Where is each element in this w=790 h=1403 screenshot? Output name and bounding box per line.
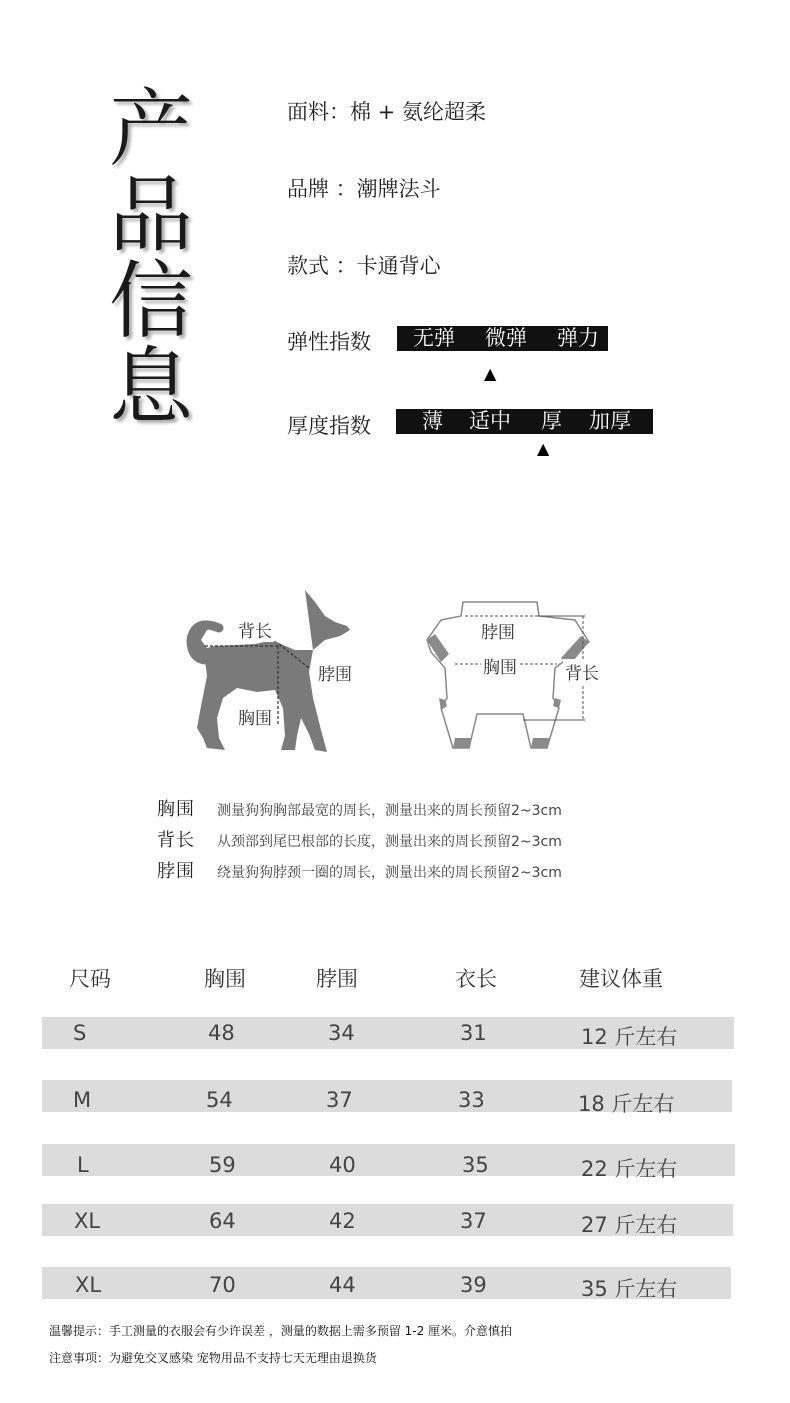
thickness-option: 厚	[541, 409, 562, 433]
neck-cell: 34	[328, 1021, 355, 1045]
vest-back-label: 背长	[563, 659, 601, 684]
vest-chest-label: 胸围	[481, 653, 519, 678]
measure-desc: 从颈部到尾巴根部的长度，测量出来的周长预留2~3cm	[217, 834, 562, 850]
measure-term: 胸围	[157, 799, 195, 820]
weight-cell: 22 斤左右	[581, 1157, 678, 1181]
weight-cell: 35 斤左右	[581, 1277, 678, 1301]
thickness-option: 适中	[469, 409, 511, 433]
chest-cell: 54	[206, 1088, 233, 1112]
measure-desc: 绕量狗狗脖颈一圈的周长，测量出来的周长预留2~3cm	[217, 865, 562, 881]
length-cell: 37	[460, 1209, 487, 1233]
tip-note: 温馨提示：手工测量的衣服会有少许误差 ，测量的数据上需多预留 1-2 厘米。介意慎拍	[49, 1324, 513, 1338]
size-cell: L	[77, 1153, 89, 1177]
length-cell: 35	[462, 1153, 489, 1177]
neck-cell: 37	[326, 1088, 353, 1112]
neck-cell: 42	[329, 1209, 356, 1233]
elasticity-scale	[397, 326, 608, 351]
neck-cell: 44	[329, 1273, 356, 1297]
chest-cell: 48	[208, 1021, 235, 1045]
chest-cell: 59	[209, 1153, 236, 1177]
measure-term: 背长	[157, 830, 195, 851]
thickness-scale	[396, 409, 653, 434]
style-line: 款式 ：卡通背心	[287, 254, 441, 278]
length-header: 衣长	[455, 967, 497, 991]
length-cell: 31	[460, 1021, 487, 1045]
elasticity-option: 微弹	[485, 326, 527, 350]
measure-guide-row	[157, 795, 562, 821]
thickness-option: 加厚	[589, 409, 631, 433]
title-char: 产	[108, 80, 193, 178]
fabric-line: 面料：棉 + 氨纶超柔	[287, 100, 486, 124]
dog-chest-label: 胸围	[236, 704, 274, 729]
dog-neck-label: 脖围	[316, 660, 354, 685]
thickness-option: 薄	[422, 409, 443, 433]
length-cell: 33	[458, 1088, 485, 1112]
elasticity-option: 无弹	[413, 326, 455, 350]
neck-header: 脖围	[316, 967, 358, 991]
brand-line: 品牌 ：潮牌法斗	[287, 177, 441, 201]
chest-cell: 64	[209, 1209, 236, 1233]
title-char: 信	[108, 252, 193, 350]
vest-neck-label: 脖围	[481, 623, 515, 643]
attention-note: 注意事项：为避免交叉感染 宠物用品不支持七天无理由退换货	[49, 1351, 377, 1365]
chest-cell: 70	[209, 1273, 236, 1297]
dog-back-label: 背长	[236, 617, 274, 642]
elasticity-option: 弹力	[557, 326, 599, 350]
chest-header: 胸围	[204, 967, 246, 991]
weight-cell: 18 斤左右	[578, 1092, 675, 1116]
length-cell: 39	[460, 1273, 487, 1297]
weight-cell: 27 斤左右	[581, 1213, 678, 1237]
size-header: 尺码	[69, 967, 111, 991]
weight-cell: 12 斤左右	[581, 1025, 678, 1049]
neck-cell: 40	[329, 1153, 356, 1177]
product-info-title	[96, 80, 206, 436]
measure-guide-row	[157, 826, 562, 852]
weight-header: 建议体重	[579, 967, 663, 991]
size-cell: S	[73, 1021, 87, 1045]
measure-desc: 测量狗狗胸部最宽的周长，测量出来的周长预留2~3cm	[217, 803, 562, 819]
thickness-marker-icon: ▲	[537, 439, 550, 458]
title-char: 品	[108, 166, 193, 264]
thickness-label: 厚度指数	[287, 414, 371, 438]
size-cell: M	[73, 1088, 92, 1112]
elasticity-label: 弹性指数	[287, 330, 371, 354]
measure-guide-row	[157, 857, 562, 883]
size-cell: XL	[74, 1209, 101, 1233]
elasticity-marker-icon: ▲	[484, 364, 497, 383]
title-char: 息	[108, 338, 193, 436]
size-cell: XL	[75, 1273, 102, 1297]
measure-term: 脖围	[157, 861, 195, 882]
